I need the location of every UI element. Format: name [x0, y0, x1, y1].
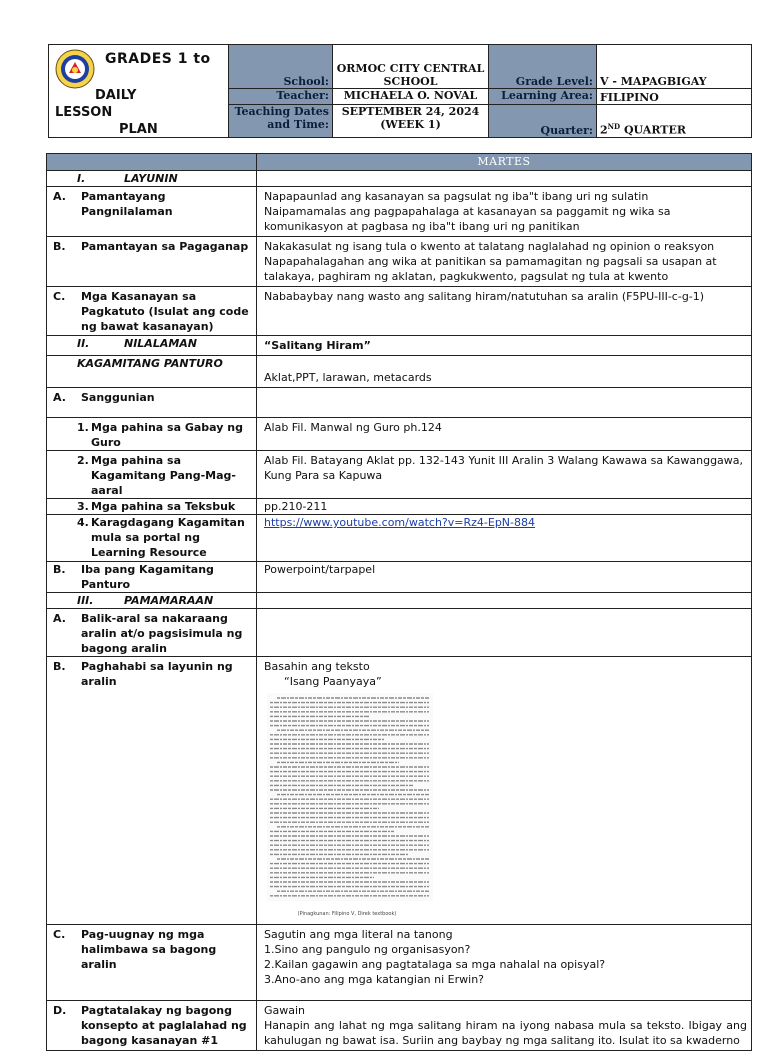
school-value: ORMOC CITY CENTRAL SCHOOL [333, 45, 489, 89]
section-label: KAGAMITANG PANTURO [77, 357, 223, 370]
content-line: Gawain [264, 1004, 306, 1017]
row-number: 4. [77, 516, 89, 529]
section-pamamaraan [47, 593, 752, 609]
dlp-title [55, 87, 225, 138]
content-text: Powerpoint/tarpapel [257, 562, 752, 593]
question-2: 2.Kailan gagawin ang pagtatalaga sa mga nahalal na opisyal? [264, 958, 606, 971]
row-number: 3. [77, 500, 89, 513]
row-number: 1. [77, 421, 89, 434]
row-label: Mga Kasanayan sa Pagkatuto (Isulat ang code ng bawat kasanayan) [81, 290, 249, 333]
row-gabay-ng-guro [47, 418, 752, 451]
story-title: “Isang Paanyaya” [284, 675, 382, 688]
row-sanggunian [47, 388, 752, 418]
row-pagtatalakay [47, 1001, 752, 1051]
row-letter: B. [53, 240, 66, 253]
row-label: Iba pang Kagamitang Panturo [81, 563, 214, 591]
quarter-word: QUARTER [623, 124, 686, 137]
quarter-value [597, 105, 752, 138]
grade-level-value: V - MAPAGBIGAY [597, 45, 752, 89]
content-line: Napapaunlad ang kasanayan sa pagsulat ng iba"t ibang uri ng sulatin [264, 190, 649, 203]
content-line: Naipamamalas ang pagpapahalaga at kasanayan sa paggamit ng wika sa komunikasyon at pagbasa ng iba"t ibang uri ng panitikan [264, 205, 671, 233]
content-text: pp.210-211 [257, 499, 752, 515]
lesson-table [46, 153, 752, 1051]
content-text: Alab Fil. Batayang Aklat pp. 132-143 Yunit III Aralin 3 Walang Kawawa sa Kawanggawa, Kung Para sa Kapuwa [257, 451, 752, 499]
teacher-value: MICHAELA O. NOVAL [333, 89, 489, 105]
question-1: 1.Sino ang pangulo ng organisasyon? [264, 943, 471, 956]
school-label: School: [229, 45, 333, 89]
quarter-number: 2 [600, 124, 608, 137]
grade-level-label: Grade Level: [489, 45, 597, 89]
section-nilalaman [47, 336, 752, 356]
dates-label [229, 105, 333, 138]
row-label: Paghahabi sa layunin ng aralin [81, 660, 233, 688]
row-label: Balik-aral sa nakaraang aralin at/o pagsisimula ng bagong aralin [81, 612, 243, 655]
row-label: Pag-uugnay ng mga halimbawa sa bagong aralin [81, 928, 217, 971]
row-mga-kasanayan [47, 287, 752, 336]
dates-value-line-1: SEPTEMBER 24, 2024 [341, 105, 480, 118]
title-cell [49, 45, 229, 138]
content-text: Nababaybay nang wasto ang salitang hiram/natutuhan sa aralin (F5PU-III-c-g-1) [257, 287, 752, 336]
row-paghahabi [47, 657, 752, 925]
section-label: NILALAMAN [124, 337, 198, 350]
row-label: Mga pahina sa Kagamitang Pang-Mag-aaral [91, 454, 236, 497]
dlp-line-3: PLAN [119, 122, 158, 137]
dates-value [333, 105, 489, 138]
row-kagamitang-panturo [47, 356, 752, 388]
content-line: Nakakasulat ng isang tula o kwento at talatang naglalahad ng opinion o reaksyon [264, 240, 715, 253]
row-letter: A. [53, 391, 66, 404]
row-label: Karagdagang Kagamitan mula sa portal ng Learning Resource [91, 516, 245, 559]
row-kagamitang-pang-mag-aaral [47, 451, 752, 499]
row-letter: A. [53, 612, 66, 625]
dlp-line-2: LESSON [55, 105, 113, 120]
section-roman: II. [77, 337, 90, 350]
learning-area-label: Learning Area: [489, 89, 597, 105]
row-pamantayang-pangnilalaman [47, 187, 752, 237]
header-table [48, 44, 752, 138]
row-label: Mga pahina sa Gabay ng Guro [91, 421, 243, 449]
content-line: Napapahalagahan ang wika at panitikan sa pamamagitan ng pagsali sa usapan at talakaya, paghiram ng aklatan, pagkukwento, pagsulat ng tula at kwento [264, 255, 717, 283]
dlp-line-1: DAILY [95, 88, 137, 103]
dates-label-line-2: and Time: [267, 118, 329, 131]
row-label: Pamantayang Pangnilalaman [81, 190, 173, 218]
row-label: Mga pahina sa Teksbuk [91, 500, 236, 513]
row-number: 2. [77, 454, 89, 467]
row-pamantayan-sa-pagaganap [47, 237, 752, 287]
content-line: Sagutin ang mga literal na tanong [264, 928, 453, 941]
section-label: LAYUNIN [124, 172, 178, 185]
row-balik-aral [47, 609, 752, 657]
deped-seal-icon [55, 49, 95, 89]
section-label: PAMAMARAAN [124, 594, 214, 607]
row-teksbuk [47, 499, 752, 515]
youtube-link[interactable]: https://www.youtube.com/watch?v=Rz4-EpN-884 [264, 516, 535, 529]
question-3: 3.Ano-ano ang mga katangian ni Erwin? [264, 973, 485, 986]
row-letter: B. [53, 563, 66, 576]
dates-value-line-2: (WEEK 1) [380, 118, 441, 131]
learning-area-value: FILIPINO [597, 89, 752, 105]
row-letter: C. [53, 928, 66, 941]
row-label: Pamantayan sa Pagaganap [81, 240, 249, 253]
activity-instructions: Hanapin ang lahat ng mga salitang hiram na iyong nabasa mula sa teksto. Ibigay ang kahulugan ng bawat isa. Suriin ang baybay ng mga salitang ito. Isulat ito sa kwaderno [264, 1019, 747, 1047]
row-pag-uugnay [47, 925, 752, 1001]
content-text: Alab Fil. Manwal ng Guro ph.124 [257, 418, 752, 451]
section-layunin [47, 171, 752, 187]
teacher-label: Teacher: [229, 89, 333, 105]
quarter-suffix: ND [607, 122, 621, 132]
text-excerpt-image [267, 693, 433, 901]
content-line: Basahin ang teksto [264, 660, 370, 673]
row-iba-pang-kagamitan [47, 562, 752, 593]
row-letter: C. [53, 290, 66, 303]
grades-title: GRADES 1 to [105, 51, 211, 67]
row-label: Pagtatalakay ng bagong konsepto at paglalahad ng bagong kasanayan #1 [81, 1004, 247, 1047]
dates-label-line-1: Teaching Dates [234, 105, 329, 118]
row-letter: B. [53, 660, 66, 673]
day-header: MARTES [257, 154, 752, 171]
row-karagdagang-kagamitan [47, 515, 752, 562]
band-left [47, 154, 257, 171]
row-letter: A. [53, 190, 66, 203]
quarter-label: Quarter: [489, 105, 597, 138]
excerpt-caption: (Pinagkunan: Filipino V, Direk textbook) [297, 911, 397, 917]
row-letter: D. [53, 1004, 67, 1017]
section-roman: III. [77, 594, 94, 607]
row-label: Sanggunian [81, 391, 155, 404]
content-text: Aklat,PPT, larawan, metacards [257, 356, 752, 388]
topic-title: “Salitang Hiram” [257, 336, 752, 356]
section-roman: I. [77, 172, 86, 185]
